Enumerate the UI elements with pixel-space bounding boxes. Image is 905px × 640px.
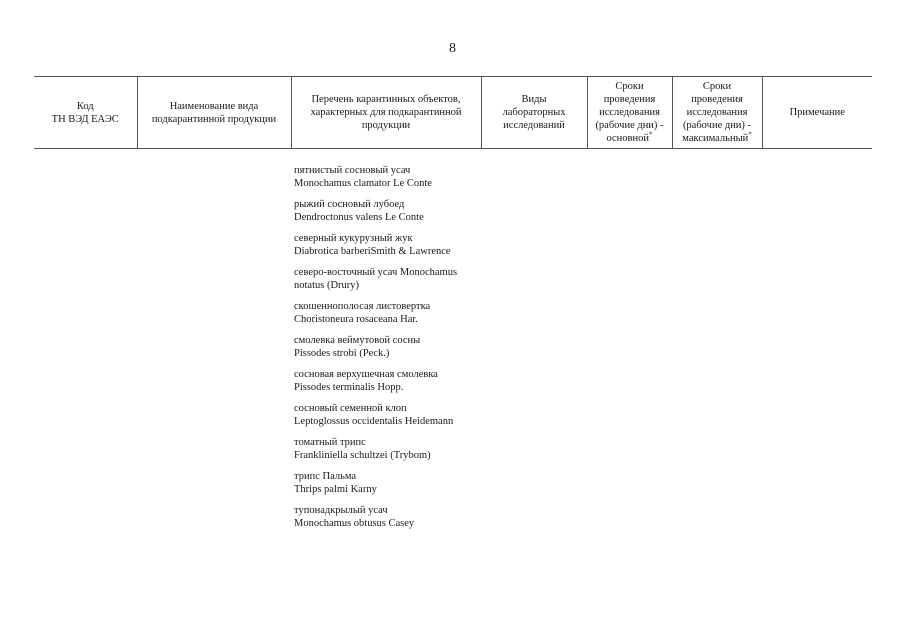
header-cell-term-basic	[587, 77, 672, 149]
list-item	[294, 300, 494, 326]
header-line: продукции	[361, 120, 411, 131]
object-common-name: скошеннополосая листовертка	[294, 301, 431, 312]
object-common-name: пятнистый сосновый усач	[294, 165, 411, 176]
list-item	[294, 164, 494, 190]
object-common-name: смолевка веймутовой сосны	[294, 335, 421, 346]
object-latin-name: notatus (Drury)	[294, 280, 360, 291]
header-line: Код	[76, 100, 94, 112]
object-latin-name: Pissodes terminalis Hopp.	[294, 382, 404, 393]
object-common-name: северо-восточный усач Monochamus	[294, 267, 458, 278]
object-latin-name: Leptoglossus occidentalis Heidemann	[294, 416, 454, 427]
object-latin-name: Diabrotica barberiSmith & Lawrence	[294, 246, 451, 257]
object-common-name: томатный трипс	[294, 437, 366, 448]
list-item	[294, 504, 494, 530]
header-line: (рабочие дни) -	[682, 120, 752, 131]
header-line: Перечень карантинных объектов,	[311, 94, 461, 105]
header-cell-lab-research	[481, 77, 587, 149]
list-item	[294, 402, 494, 428]
object-common-name: рыжий сосновый лубоед	[294, 199, 405, 210]
header-cell-term-max	[672, 77, 762, 149]
page-number: 8	[449, 41, 456, 56]
header-line: Примечание	[789, 107, 845, 118]
table-header	[34, 76, 872, 149]
object-latin-name: Thrips palmi Karny	[294, 484, 377, 495]
header-line: максимальный	[682, 133, 749, 144]
header-line: подкарантинной продукции	[151, 113, 277, 125]
object-common-name: сосновая верхушечная смолевка	[294, 369, 438, 380]
footnote-marker: *	[748, 130, 752, 139]
object-common-name: трипс Пальма	[294, 471, 357, 482]
header-line: (рабочие дни) -	[595, 120, 664, 131]
header-line: ТН ВЭД ЕАЭС	[51, 113, 119, 125]
header-line: Виды	[521, 94, 547, 105]
header-cell-note	[762, 77, 872, 149]
object-latin-name: Frankliniella schultzei (Trybom)	[294, 450, 431, 461]
header-cell-product-name	[137, 77, 291, 149]
object-common-name: тупонадкрылый усач	[294, 505, 388, 516]
header-cell-quarantine-objects	[291, 77, 481, 149]
header-line: характерных для подкарантинной	[310, 107, 462, 118]
header-cell-code	[34, 77, 137, 149]
list-item	[294, 266, 494, 292]
object-latin-name: Pissodes strobi (Peck.)	[294, 348, 390, 359]
header-line: исследования	[599, 107, 660, 118]
object-latin-name: Dendroctonus valens Le Conte	[294, 212, 424, 223]
list-item	[294, 470, 494, 496]
header-line: исследования	[686, 107, 748, 118]
header-line: Сроки	[702, 81, 732, 92]
object-common-name: сосновый семенной клоп	[294, 403, 407, 414]
footnote-marker: *	[649, 130, 653, 139]
header-line: исследований	[503, 120, 565, 131]
quarantine-objects-list	[294, 164, 494, 538]
header-line: Сроки	[615, 81, 644, 92]
header-line: основной	[606, 133, 649, 144]
object-common-name: северный кукурузный жук	[294, 233, 413, 244]
list-item	[294, 198, 494, 224]
object-latin-name: Choristoneura rosaceana Har.	[294, 314, 418, 325]
object-latin-name: Monochamus obtusus Casey	[294, 518, 415, 529]
object-latin-name: Monochamus clamator Le Conte	[294, 178, 432, 189]
header-line: проведения	[691, 94, 743, 105]
list-item	[294, 368, 494, 394]
list-item	[294, 334, 494, 360]
header-line: Наименование вида	[169, 100, 259, 112]
list-item	[294, 232, 494, 258]
header-line: проведения	[603, 94, 656, 105]
list-item	[294, 436, 494, 462]
header-line: лабораторных	[502, 107, 566, 118]
